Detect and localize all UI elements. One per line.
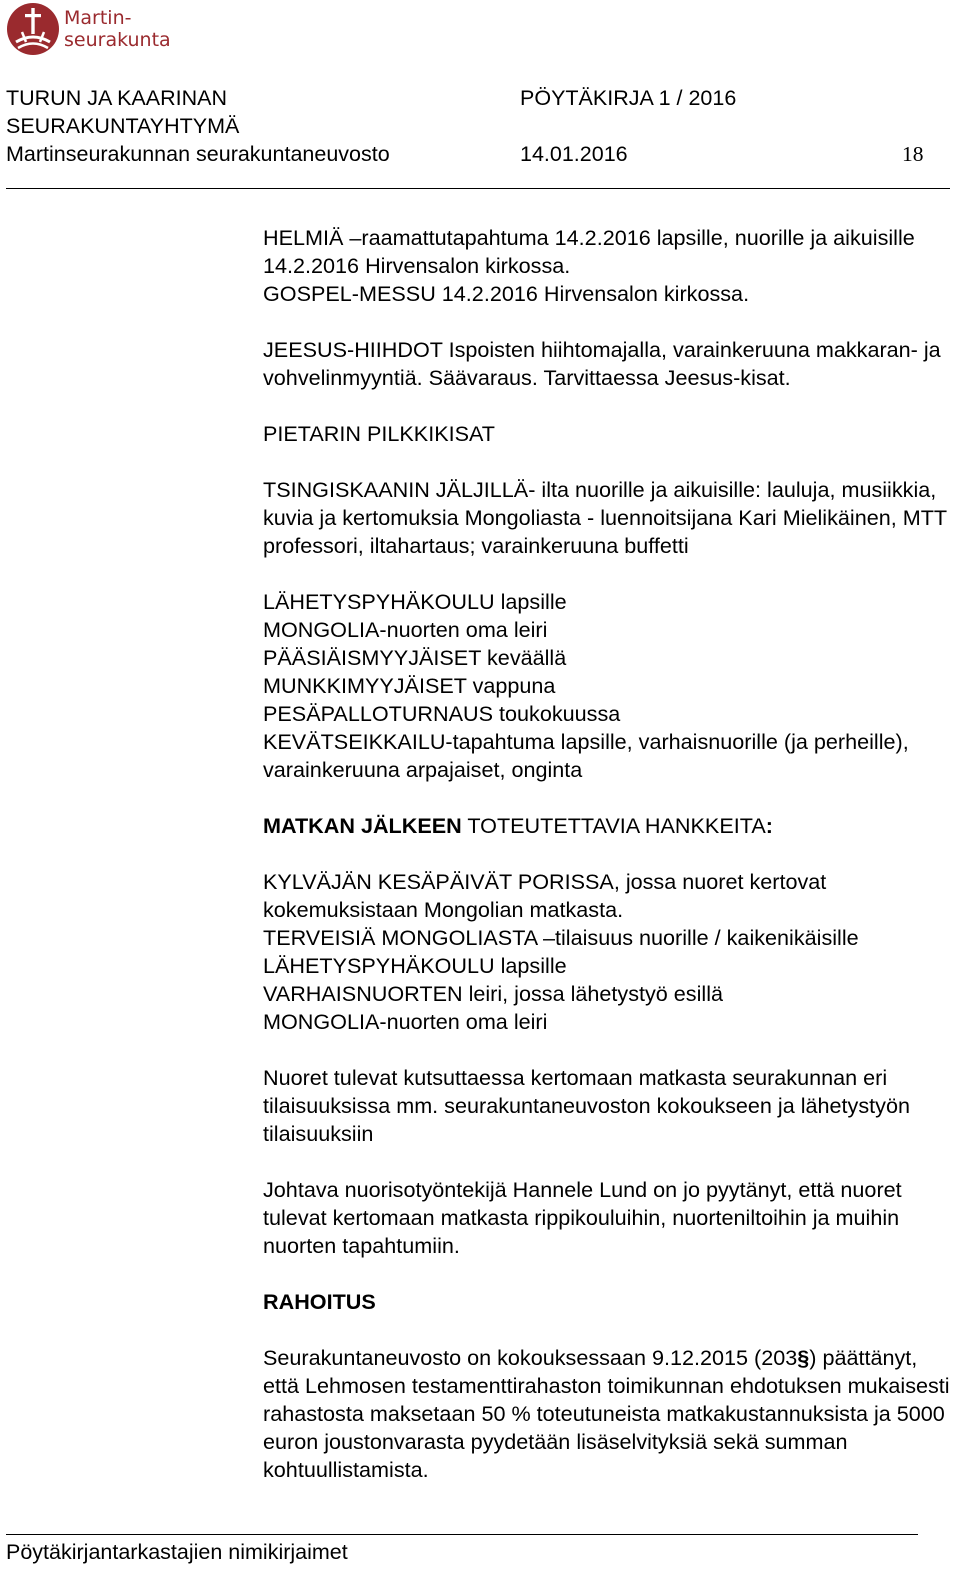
- list-item: VARHAISNUORTEN leiri, jossa lähetystyö esillä: [263, 981, 724, 1006]
- section-heading-bold: MATKAN JÄLKEEN: [263, 813, 462, 838]
- section-heading: [263, 812, 953, 840]
- list-item: LÄHETYSPYHÄKOULU lapsille: [263, 589, 567, 614]
- list-item: MUNKKIMYYJÄISET vappuna: [263, 673, 556, 698]
- signature-line: [6, 1534, 918, 1535]
- section-heading-colon: :: [765, 813, 773, 838]
- list-item: PESÄPALLOTURNAUS toukokuussa: [263, 701, 621, 726]
- list-item: KYLVÄJÄN KESÄPÄIVÄT PORISSA, jossa nuoret kertovat kokemuksistaan Mongolian matkasta.: [263, 869, 827, 922]
- logo-line1: Martin-: [64, 7, 132, 29]
- header-org-line1: TURUN JA KAARINAN: [6, 86, 228, 110]
- paragraph: TSINGISKAANIN JÄLJILLÄ- ilta nuorille ja aikuisille: lauluja, musiikkia, kuvia ja kertomuksia Mongoliasta - luennoitsijana Kari Mielikäinen, MTT professori, iltahartaus; varainkeruuna buffetti: [263, 477, 947, 558]
- header-divider: [6, 188, 950, 189]
- paragraph: PIETARIN PILKKIKISAT: [263, 421, 495, 446]
- header-page-number: 18: [902, 142, 924, 166]
- list-item: TERVEISIÄ MONGOLIASTA –tilaisuus nuorille / kaikenikäisille: [263, 925, 859, 950]
- list-item: PÄÄSIÄISMYYJÄISET keväällä: [263, 645, 567, 670]
- header-org-line2: SEURAKUNTAYHTYMÄ: [6, 114, 240, 138]
- paragraph: Nuoret tulevat kutsuttaessa kertomaan matkasta seurakunnan eri tilaisuuksissa mm. seurakuntaneuvoston kokoukseen ja lähetystyön tilaisuuksiin: [263, 1065, 910, 1146]
- paragraph: GOSPEL-MESSU 14.2.2016 Hirvensalon kirkossa.: [263, 281, 750, 306]
- paragraph: JEESUS-HIIHDOT Ispoisten hiihtomajalla, varainkeruuna makkaran- ja vohvelinmyyntiä. Säävaraus. Tarvittaessa Jeesus-kisat.: [263, 337, 941, 390]
- list-item: LÄHETYSPYHÄKOULU lapsille: [263, 953, 567, 978]
- section-heading-rest: TOTEUTETTAVIA HANKKEITA: [461, 813, 766, 838]
- header-document-title: PÖYTÄKIRJA 1 / 2016: [520, 86, 737, 110]
- logo-wordmark: [64, 7, 171, 51]
- list-item: MONGOLIA-nuorten oma leiri: [263, 1009, 548, 1034]
- header-body-name: Martinseurakunnan seurakuntaneuvosto: [6, 142, 390, 166]
- martinseurakunta-logo: [6, 2, 171, 56]
- paragraph: Johtava nuorisotyöntekijä Hannele Lund on jo pyytänyt, että nuoret tulevat kertomaan matkasta rippikouluihin, nuorteniltoihin ja muihin nuorten tapahtumiin.: [263, 1177, 902, 1258]
- paragraph: HELMIÄ –raamattutapahtuma 14.2.2016 lapsille, nuorille ja aikuisille 14.2.2016 Hirvensalon kirkossa.: [263, 225, 915, 278]
- document-body: [263, 224, 953, 1484]
- header-date: 14.01.2016: [520, 142, 628, 166]
- paragraph-part: ) päättänyt, että Lehmosen testamenttirahaston toimikunnan ehdotuksen mukaisesti rahastosta maksetaan 50 % toteutuneista matkakustannuksista ja 5000 euron joustonvarasta pyydetään lisäselvityksiä sekä summan kohtuullistamista.: [263, 1345, 950, 1482]
- paragraph-part: Seurakuntaneuvosto on kokouksessaan 9.12.2015 (203: [263, 1345, 798, 1370]
- parish-emblem-icon: [6, 2, 60, 56]
- section-sign: §: [797, 1345, 810, 1370]
- logo-line2: seurakunta: [64, 29, 171, 51]
- list-item: KEVÄTSEIKKAILU-tapahtuma lapsille, varhaisnuorille (ja perheille), varainkeruuna arpajaiset, onginta: [263, 729, 909, 782]
- paragraph: [263, 1344, 953, 1484]
- section-heading-rahoitus: RAHOITUS: [263, 1289, 376, 1314]
- list-item: MONGOLIA-nuorten oma leiri: [263, 617, 548, 642]
- footer-label: Pöytäkirjantarkastajien nimikirjaimet: [6, 1540, 348, 1564]
